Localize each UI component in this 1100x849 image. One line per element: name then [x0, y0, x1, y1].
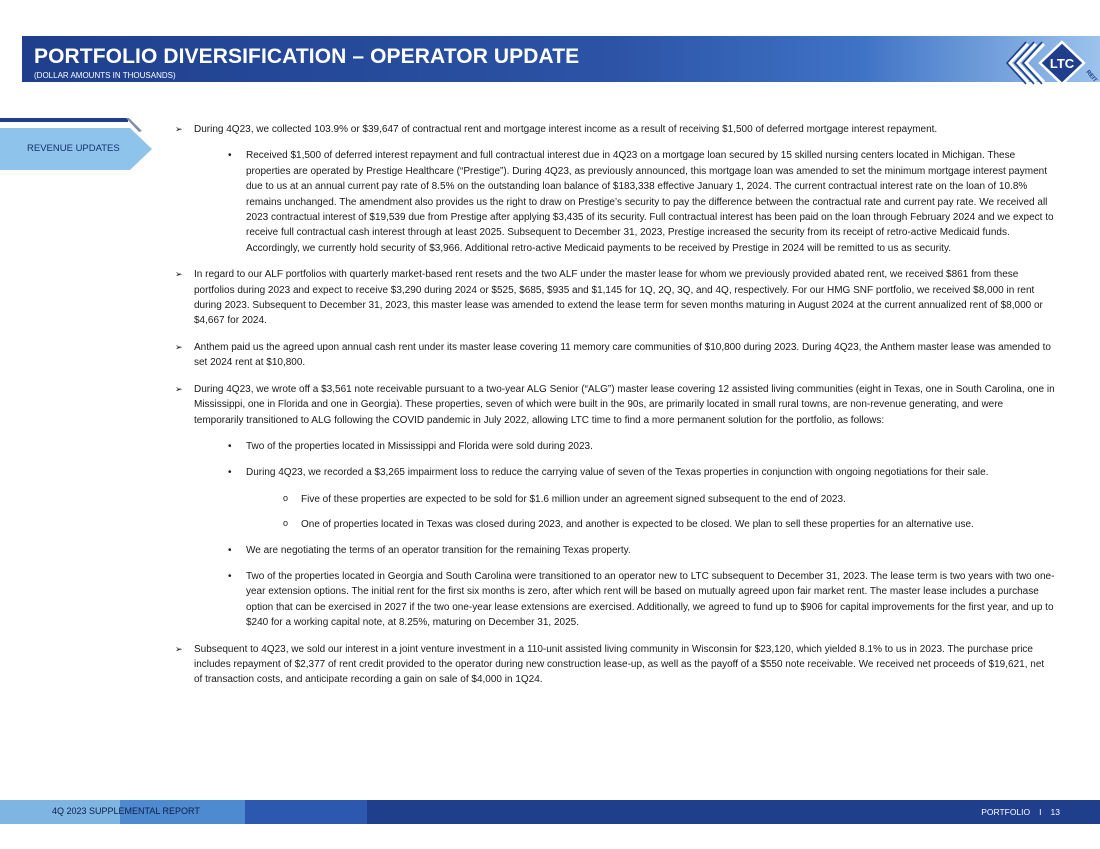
- sub-bullet-properties-sold: • Two of the properties located in Mississippi and Florida were sold during 2023.: [228, 439, 1055, 454]
- logo-subtext: REIT: [1084, 69, 1098, 84]
- sub-sub-bullet-five-properties: o Five of these properties are expected to be sold for $1.6 million under an agreement signed subsequent to the end of 2023.: [283, 492, 1055, 507]
- page-subtitle: (DOLLAR AMOUNTS IN THOUSANDS): [34, 71, 176, 80]
- logo-text: LTC: [1049, 56, 1075, 71]
- bullet-alg-senior: ➢ During 4Q23, we wrote off a $3,561 note receivable pursuant to a two-year ALG Senior (“ALG”) master lease covering 12 assisted living communities (eight in Texas, one in South Carolina, one in Mississippi, one in Florida and one in Georgia). These properties, seven of which were built in the 90s, are primarily located in small rural towns, are non-revenue generating, and were temporarily transitioned to ALG following the COVID pandemic in July 2022, allowing LTC time to find a more permanent solution for the portfolio, as follows:: [175, 382, 1055, 428]
- footer-section-label: PORTFOLIO: [981, 807, 1031, 817]
- sub-bullet-impairment: • During 4Q23, we recorded a $3,265 impairment loss to reduce the carrying value of seven of the Texas properties in conjunction with ongoing negotiations for their sale.: [228, 465, 1055, 480]
- page-title: PORTFOLIO DIVERSIFICATION – OPERATOR UPDATE: [34, 45, 580, 68]
- sub-bullet-prestige: • Received $1,500 of deferred interest repayment and full contractual interest due in 4Q23 on a mortgage loan secured by 15 skilled nursing centers located in Michigan. These properties are operated by Prestige Healthcare (“Prestige”). During 4Q23, as previously announced, this mortgage loan was amended to set the minimum mortgage interest payment due to us at an annual current pay rate of 8.5% on the outstanding loan balance of $183,338 effective January 1, 2024. The current contractual interest rate on the loan of 10.8% remains unchanged. The amendment also provides us the right to draw on Prestige’s security to pay the difference between the contractual rate and current pay rate. We received all 2023 contractual interest of $19,539 due from Prestige after applying $3,435 of its security. Full contractual interest has been paid on the loan through February 2024 and we expect to receive full contractual cash interest through at least 2025. Subsequent to December 31, 2023, Prestige increased the security from its receipt of retro-active Medicaid funds. Accordingly, we currently hold security of $3,966. Additional retro-active Medicaid payments to be received by Prestige in 2024 will be remitted to us as security.: [228, 148, 1055, 256]
- header-banner: [22, 36, 1100, 82]
- page-number: 13: [1050, 807, 1060, 817]
- content-body: [175, 122, 1055, 699]
- sub-bullet-georgia-sc: • Two of the properties located in Georgia and South Carolina were transitioned to an operator new to LTC subsequent to December 31, 2023. The lease term is two years with two one-year extension options. The initial rent for the first six months is zero, after which rent will be based on mutually agreed upon fair market rent. The master lease includes a purchase option that can be exercised in 2027 if the two one-year lease extensions are exercised. Additionally, we agreed to fund up to $906 for capital improvements for the first year, and up to $240 for a working capital note, at 8.25%, maturing on December 31, 2025.: [228, 569, 1055, 631]
- sub-sub-bullet-texas-closed: o One of properties located in Texas was closed during 2023, and another is expected to be closed. We plan to sell these properties for an alternative use.: [283, 517, 1055, 532]
- bullet-joint-venture-sale: ➢ Subsequent to 4Q23, we sold our interest in a joint venture investment in a 110-unit assisted living community in Wisconsin for $23,120, which yielded 8.1% to us in 2023. The purchase price includes repayment of $2,377 of rent credit provided to the operator during new construction lease-up, as well as the payoff of a $550 note receivable. We received net proceeds of $19,621, net of transaction costs, and anticipate recording a gain on sale of $4,000 in 1Q24.: [175, 642, 1055, 688]
- footer-report-label: 4Q 2023 SUPPLEMENTAL REPORT: [52, 806, 200, 816]
- ltc-reit-logo: [994, 28, 1098, 98]
- bullet-alf-portfolios: ➢ In regard to our ALF portfolios with quarterly market-based rent resets and the two ALF under the master lease for whom we previously provided abated rent, we received $861 from these portfolios during 2023 and expect to receive $3,290 during 2024 or $525, $685, $935 and $1,145 for 1Q, 2Q, 3Q, and 4Q, respectively. For our HMG SNF portfolio, we received $8,000 in rent during 2023. Subsequent to December 31, 2023, this master lease was amended to extend the lease term for seven months maturing in August 2024 at the current annualized rent of $8,000 or $4,667 for 2024.: [175, 267, 1055, 329]
- sidebar-tab-label: REVENUE UPDATES: [27, 143, 120, 154]
- sidebar-tab-bar: [0, 118, 128, 122]
- bullet-anthem: ➢ Anthem paid us the agreed upon annual cash rent under its master lease covering 11 memory care communities of $10,800 during 2023. During 4Q23, the Anthem master lease was amended to set 2024 rent at $10,800.: [175, 340, 1055, 371]
- footer-bar: [0, 800, 1100, 824]
- footer-page-info: [981, 807, 1060, 817]
- footer-separator: I: [1039, 807, 1042, 817]
- bullet-collections: ➢ During 4Q23, we collected 103.9% or $39,647 of contractual rent and mortgage interest income as a result of receiving $1,500 of deferred mortgage interest repayment.: [175, 122, 1055, 137]
- footer-segment: [245, 800, 367, 824]
- sub-bullet-operator-transition: • We are negotiating the terms of an operator transition for the remaining Texas property.: [228, 543, 1055, 558]
